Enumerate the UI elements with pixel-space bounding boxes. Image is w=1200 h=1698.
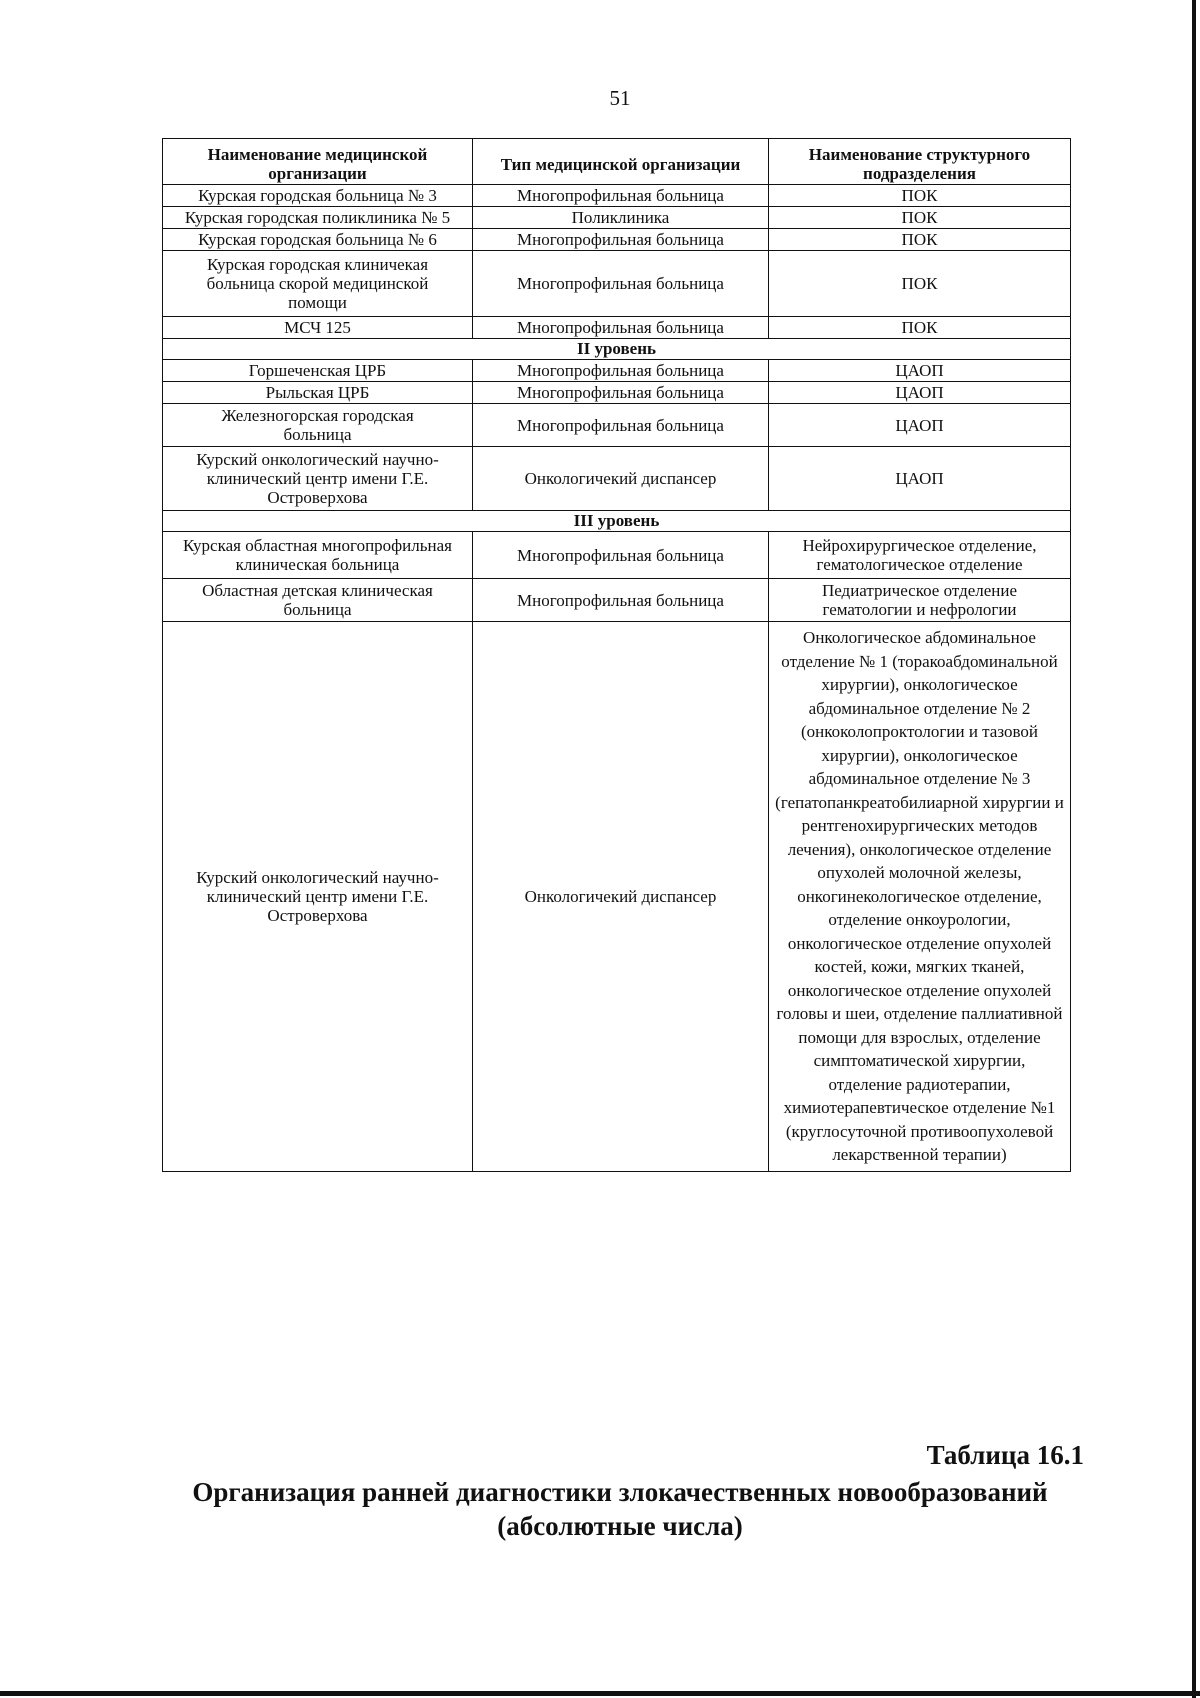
table-header-row — [163, 139, 1071, 185]
cell-org: Горшеченская ЦРБ — [163, 360, 473, 382]
cell-unit: ЦАОП — [769, 382, 1071, 404]
cell-type: Многопрофильная больница — [473, 360, 769, 382]
cell-type: Многопрофильная больница — [473, 382, 769, 404]
cell-type: Поликлиника — [473, 207, 769, 229]
table-row — [163, 251, 1071, 317]
cell-org: Курская городская больница № 3 — [163, 185, 473, 207]
cell-unit: ПОК — [769, 207, 1071, 229]
cell-unit: ПОК — [769, 229, 1071, 251]
cell-type: Многопрофильная больница — [473, 404, 769, 447]
cell-org: Курская городская клиничекая больница скорой медицинской помощи — [163, 251, 473, 317]
organizations-table — [162, 138, 1071, 1172]
table-row — [163, 532, 1071, 579]
page-border-right — [1192, 0, 1196, 1698]
table-caption-title-line-2: (абсолютные числа) — [497, 1511, 743, 1541]
cell-org: Железногорская городская больница — [163, 404, 473, 447]
cell-unit: ЦАОП — [769, 360, 1071, 382]
table-row — [163, 185, 1071, 207]
cell-unit: Педиатрическое отделение гематологии и нефрологии — [769, 579, 1071, 622]
header-org-name: Наименование медицинской организации — [163, 139, 473, 185]
cell-org: МСЧ 125 — [163, 317, 473, 339]
table-row — [163, 622, 1071, 1172]
table-row — [163, 207, 1071, 229]
cell-org: Курская городская больница № 6 — [163, 229, 473, 251]
cell-type: Многопрофильная больница — [473, 229, 769, 251]
cell-org: Рыльская ЦРБ — [163, 382, 473, 404]
table-row — [163, 317, 1071, 339]
cell-org: Курская городская поликлиника № 5 — [163, 207, 473, 229]
header-unit-name: Наименование структурного подразделения — [769, 139, 1071, 185]
cell-type: Многопрофильная больница — [473, 185, 769, 207]
cell-type: Онкологичекий диспансер — [473, 622, 769, 1172]
cell-type: Многопрофильная больница — [473, 251, 769, 317]
table-caption-title-line-1: Организация ранней диагностики злокачественных новообразований — [192, 1477, 1048, 1507]
header-org-type: Тип медицинской организации — [473, 139, 769, 185]
page-number: 51 — [609, 86, 631, 110]
page-border-bottom — [0, 1691, 1200, 1696]
cell-unit: ЦАОП — [769, 447, 1071, 511]
cell-type: Многопрофильная больница — [473, 532, 769, 579]
cell-unit: ЦАОП — [769, 404, 1071, 447]
table-row — [163, 382, 1071, 404]
cell-org: Курский онкологический научно-клинический центр имени Г.Е. Островерхова — [163, 622, 473, 1172]
cell-org: Курский онкологический научно-клинический центр имени Г.Е. Островерхова — [163, 447, 473, 511]
cell-type: Онкологичекий диспансер — [473, 447, 769, 511]
level-2-heading: II уровень — [163, 339, 1071, 360]
cell-unit: ПОК — [769, 251, 1071, 317]
cell-unit: Нейрохирургическое отделение, гематологическое отделение — [769, 532, 1071, 579]
cell-type: Многопрофильная больница — [473, 579, 769, 622]
cell-unit: Онкологическое абдоминальное отделение № 1 (торакоабдоминальной хирургии), онкологическое абдоминальное отделение № 2 (онкоколопроктологии и тазовой хирургии), онкологическое абдоминальное отделение № 3 (гепатопанкреатобилиарной хирургии и рентгенохирургических методов лечения), онкологическое отделение опухолей молочной железы, онкогинекологическое отделение, отделение онкоурологии, онкологическое отделение опухолей костей, кожи, мягких тканей, онкологическое отделение опухолей головы и шеи, отделение паллиативной помощи для взрослых, отделение симптоматической хирургии, отделение радиотерапии, химиотерапевтическое отделение №1 (круглосуточной противоопухолевой лекарственной терапии) — [769, 622, 1071, 1172]
cell-org: Курская областная многопрофильная клиническая больница — [163, 532, 473, 579]
cell-type: Многопрофильная больница — [473, 317, 769, 339]
cell-org: Областная детская клиническая больница — [163, 579, 473, 622]
cell-unit: ПОК — [769, 317, 1071, 339]
level-3-heading-row — [163, 511, 1071, 532]
table-row — [163, 404, 1071, 447]
table-row — [163, 360, 1071, 382]
level-3-heading: III уровень — [163, 511, 1071, 532]
table-caption-title — [120, 1475, 1120, 1543]
cell-unit: ПОК — [769, 185, 1071, 207]
table-row — [163, 229, 1071, 251]
table-caption-number: Таблица 16.1 — [926, 1440, 1084, 1470]
table-row — [163, 447, 1071, 511]
table-row — [163, 579, 1071, 622]
level-2-heading-row — [163, 339, 1071, 360]
